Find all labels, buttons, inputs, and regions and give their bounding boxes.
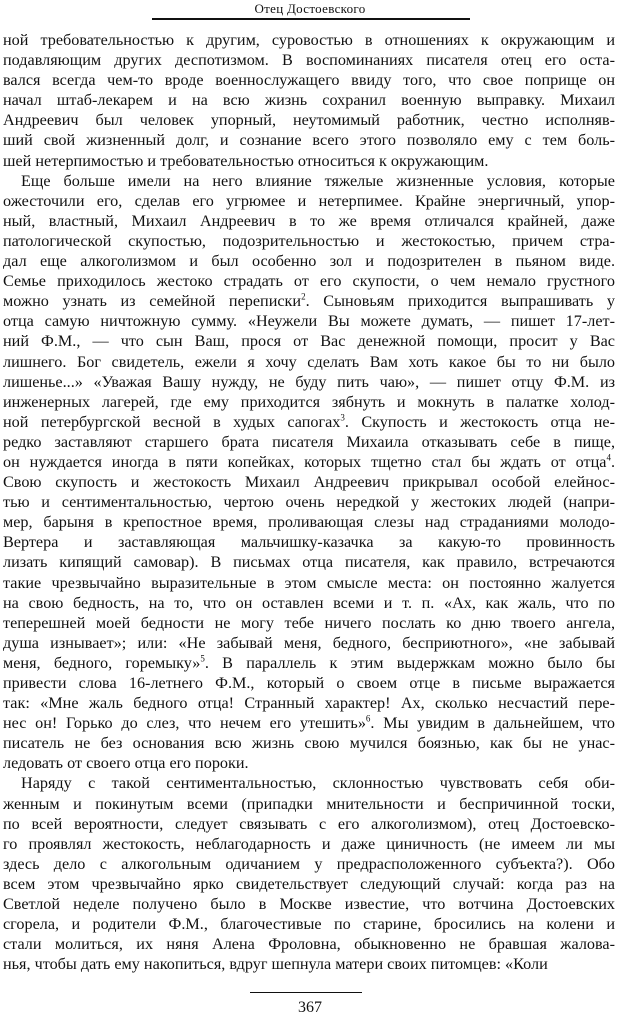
text-line <box>3 934 615 954</box>
line-text: ожесточили его, сделав его угрюмее и нетерпимее. Крайне энергичный, упор- <box>3 191 615 210</box>
text-line <box>3 914 615 934</box>
text-line <box>3 633 615 653</box>
text-line <box>3 90 615 110</box>
line-text: ледовать от своего отца его пороки. <box>3 754 249 773</box>
text-line <box>3 211 615 231</box>
text-line <box>3 412 615 432</box>
line-text: можно узнать из семейной переписки <box>3 292 302 311</box>
text-line <box>3 432 615 452</box>
text-line <box>3 151 615 171</box>
line-text: начал штаб-лекарем и на всю жизнь сохранил военную выправку. Михаил <box>3 91 615 110</box>
line-text: здесь дело с алкогольным одичанием у предрасположенного субъекта?). Обо <box>3 854 615 873</box>
text-line <box>3 50 615 70</box>
text-line <box>3 171 615 191</box>
line-text: лишенье...» «Уважая Вашу нужду, не буду пить чаю», — пишет отцу Ф.М. из <box>3 372 615 391</box>
page-number: 367 <box>298 999 322 1016</box>
text-line <box>3 613 615 633</box>
line-text: ной петербургской весной в худых сапогах <box>3 412 341 431</box>
line-text: Андреевич был человек упорный, неутомимый работник, честно исполняв- <box>3 111 615 130</box>
line-text: нья, чтобы дать ему накопиться, вдруг шепнула матери своих питомцев: «Коли <box>3 955 548 974</box>
footnote-marker: 5 <box>200 653 205 664</box>
line-text: лизать кипящий самовар). В письмах отца писателя, как правило, встречаются <box>3 553 615 572</box>
text-line <box>3 512 615 532</box>
text-line <box>3 693 615 713</box>
line-text: писатель не без основания всю жизнь свою мучился боязнью, как бы не унас- <box>3 734 615 753</box>
line-text: ной требовательностью к другим, суровостью в отношениях к окружающим и <box>3 31 615 49</box>
text-line <box>3 713 615 733</box>
text-line <box>3 30 615 50</box>
text-line <box>3 492 615 512</box>
line-text: вался всегда чем-то вроде военнослужащего ввиду того, что свое поприще он <box>3 71 615 90</box>
text-line <box>3 894 615 914</box>
line-text-continued: . Сыновьям приходится выпрашивать у <box>305 292 615 311</box>
text-line <box>3 593 615 613</box>
text-line <box>3 854 615 874</box>
text-line <box>3 372 615 392</box>
line-text: го проявлял жестокость, неблагодарность и даже циничность (не имеем ли мы <box>3 834 615 853</box>
line-text: Вертера и заставляющая мальчишку-казачка за какую-то провинность <box>3 533 615 552</box>
footer-rule <box>250 992 362 993</box>
text-line <box>3 452 615 472</box>
line-text: ний Ф.М., — что сын Ваш, прося от Вас денежной помощи, просит у Вас <box>3 332 615 351</box>
line-text: Наряду с такой сентиментальностью, склонностью чувствовать себя оби- <box>21 774 615 793</box>
line-text: на свою бедность, на то, что он оставлен всеми и т. п. «Ах, как жаль, что по <box>3 593 615 612</box>
text-line <box>3 130 615 150</box>
line-text: так: «Мне жаль бедного отца! Странный характер! Ах, сколько несчастий пере- <box>3 694 615 713</box>
text-line <box>3 874 615 894</box>
text-line <box>3 231 615 251</box>
text-line <box>3 834 615 854</box>
footnote-marker: 3 <box>340 412 345 423</box>
line-text: Семье приходилось жестоко страдать от его скупости, о чем немало грустного <box>3 272 615 291</box>
text-line <box>3 191 615 211</box>
text-line <box>3 271 615 291</box>
line-text: он нуждается иногда в пяти копейках, которых тщетно стал бы ждать от отца <box>3 452 607 471</box>
line-text: Еще больше имели на него влияние тяжелые жизненные условия, которые <box>21 171 615 190</box>
text-line <box>3 251 615 271</box>
line-text: по всей вероятности, следует связывать с его алкоголизмом), отец Достоевско- <box>3 814 615 833</box>
text-line <box>3 331 615 351</box>
line-text: душа изнывает»; или: «Не забывай меня, бедного, бесприютного», «не забывай <box>3 633 615 652</box>
line-text: тью и сентиментальностью, чертою очень нередкой у жестоких людей (напри- <box>3 493 615 512</box>
line-text: такие чрезвычайно выразительные в этом смысле места: он постоянно жалуется <box>3 573 615 592</box>
line-text: меня, бедного, горемыку» <box>3 653 201 672</box>
line-text: шей нетерпимостью и требовательностью относиться к окружающим. <box>3 151 489 170</box>
text-line <box>3 954 615 974</box>
text-line <box>3 733 615 753</box>
line-text: ный, властный, Михаил Андреевич в то же время отличался крайней, даже <box>3 211 615 230</box>
text-line <box>3 653 615 673</box>
line-text: лишнего. Бог свидетель, ежели я хочу сделать Вам хоть какое бы то ни было <box>3 352 615 371</box>
line-text-continued: . Мы увидим в дальнейшем, что <box>370 714 616 733</box>
line-text: стали молиться, их няня Алена Фроловна, обыкновенно не бравшая жалова- <box>3 935 615 954</box>
line-text: нес он! Горько до слез, что нечем его утешить» <box>3 714 366 733</box>
line-text: ший свой жизненный долг, и сознание всего этого позволяло ему с тем боль- <box>3 131 615 150</box>
text-line <box>3 311 615 331</box>
text-line <box>3 472 615 492</box>
line-text: теперешней моей бедности не могу тебе ничего послать ко дню твоего ангела, <box>3 613 615 632</box>
line-text: Свою скупость и жестокость Михаил Андреевич прикрывал особой елейнос- <box>3 473 615 492</box>
paragraph <box>3 171 615 774</box>
line-text: патологической скупостью, подозрительностью и жестокостью, причем стра- <box>3 231 615 250</box>
line-text: всем этом чрезвычайно ярко свидетельствует следующий случай: когда раз на <box>3 874 615 893</box>
line-text-continued: . В параллель к этим выдержкам можно было бы <box>204 653 615 672</box>
text-line <box>3 552 615 572</box>
line-text: женным и покинутым всеми (припадки мнительности и беспричинной тоски, <box>3 794 615 813</box>
text-line <box>3 773 615 793</box>
text-line <box>3 291 615 311</box>
text-line <box>3 110 615 130</box>
running-head: Отец Достоевского <box>254 1 366 16</box>
text-line <box>3 532 615 552</box>
line-text-continued: . <box>610 452 615 471</box>
header-rule <box>152 18 470 20</box>
footnote-marker: 6 <box>365 713 371 724</box>
line-text-continued: . Скупость и жестокость отца не- <box>344 412 615 431</box>
text-line <box>3 352 615 372</box>
text-line <box>3 673 615 693</box>
line-text: привести слова 16-летнего Ф.М., который о своем отце в письме выражается <box>3 674 615 692</box>
text-line <box>3 392 615 412</box>
line-text: сгорела, и родители Ф.М., благочестивые по старине, бросились на колени и <box>3 915 615 934</box>
text-line <box>3 794 615 814</box>
line-text: мер, барыня в крепостное время, проливающая слезы над страданиями молодо- <box>3 513 615 532</box>
line-text: Светлой неделе получено было в Москве известие, что вотчина Достоевских <box>3 895 615 914</box>
line-text: отца самую ничтожную сумму. «Неужели Вы можете думать, — пишет 17-лет- <box>3 312 615 331</box>
paragraph <box>3 30 615 171</box>
text-line <box>3 814 615 834</box>
text-line <box>3 573 615 593</box>
line-text: инженерных лагерей, где ему приходится зябнуть и мокнуть в палатке холод- <box>3 392 615 411</box>
footnote-marker: 4 <box>606 452 611 463</box>
text-line <box>3 753 615 773</box>
footnote-marker: 2 <box>301 291 306 302</box>
body-text <box>3 30 615 974</box>
line-text: подавляющим других деспотизмом. В воспоминаниях писателя отец его оста- <box>3 51 615 70</box>
line-text: редко заставляют старшего брата писателя Михаила отказывать себе в пище, <box>3 432 615 451</box>
line-text: дал еще алкоголизмом и был особенно зол и подозрителен в пьяном виде. <box>3 252 615 271</box>
text-line <box>3 70 615 90</box>
paragraph <box>3 773 615 974</box>
